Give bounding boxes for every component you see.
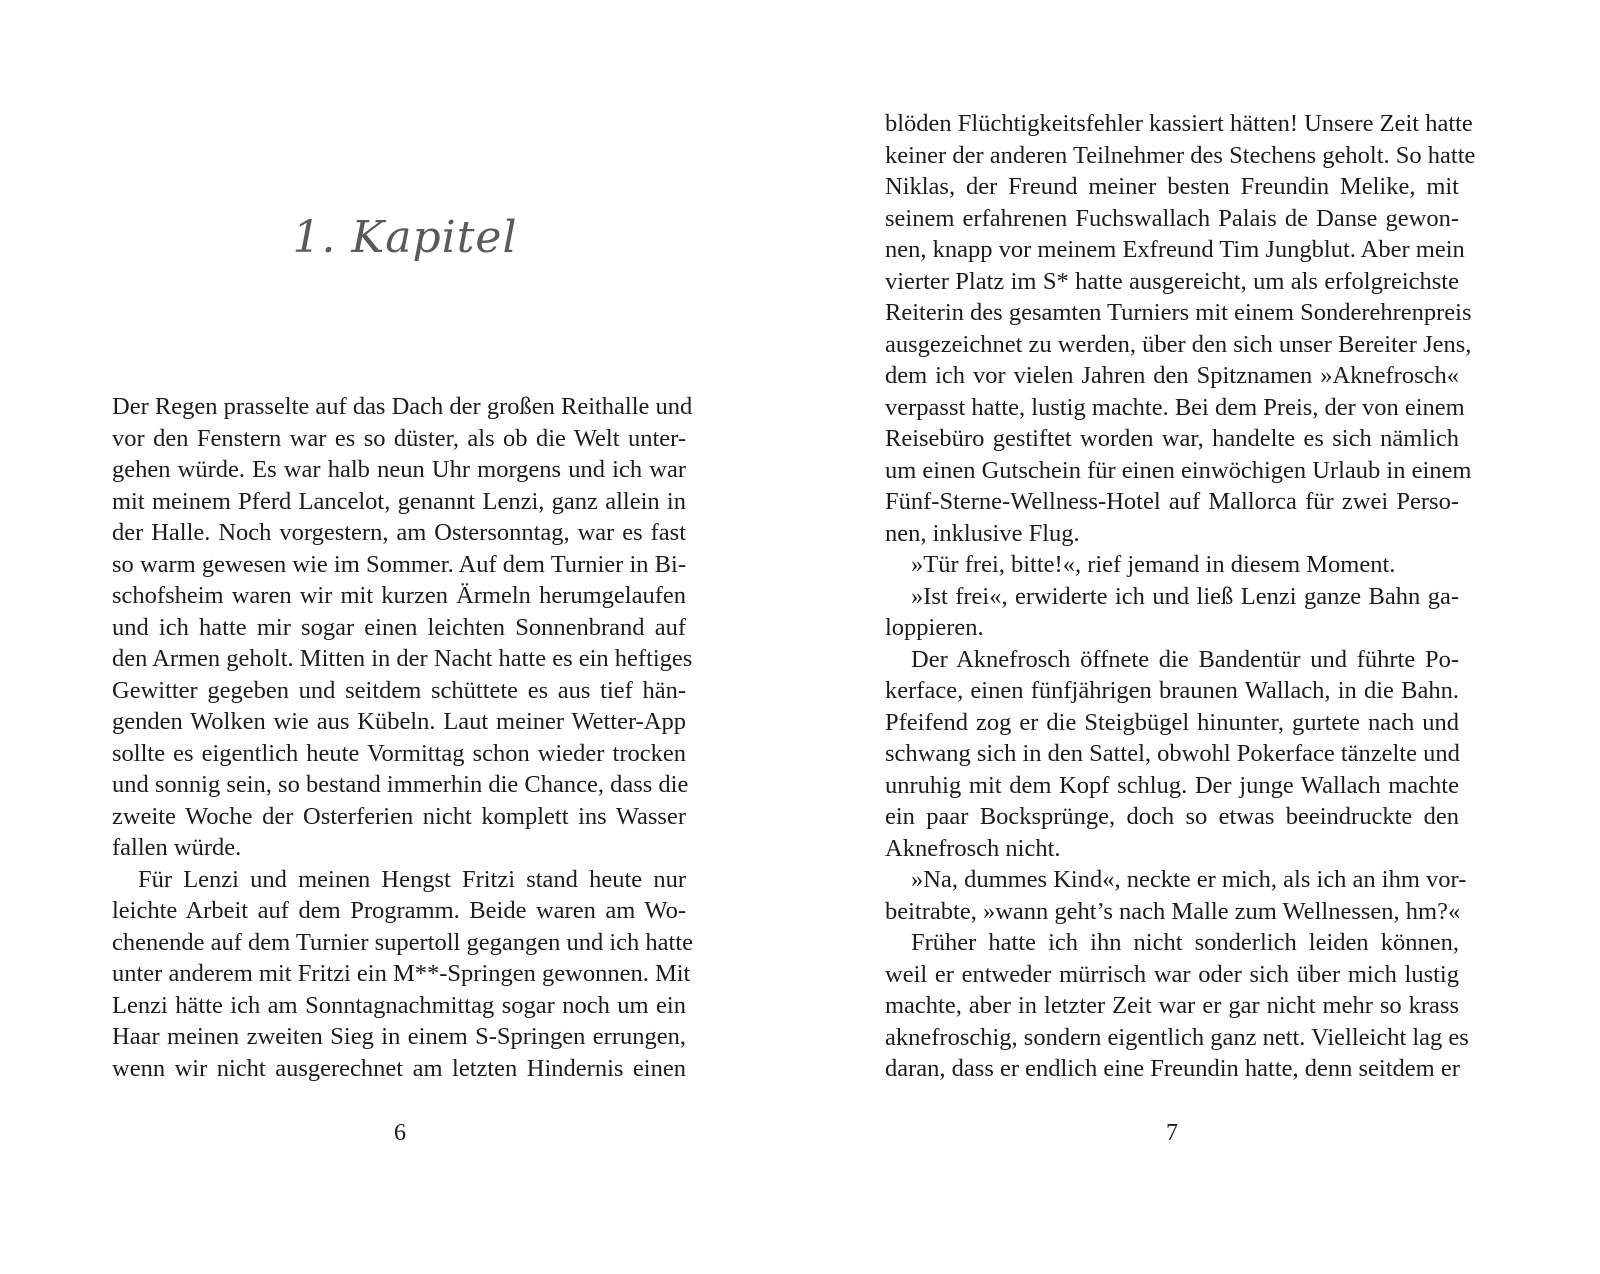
right-page <box>800 0 1600 1274</box>
text-line: nen, inklusive Flug. <box>885 519 1080 547</box>
text-line: weil er entweder mürrisch war oder sich über mich lustig <box>885 960 1459 988</box>
text-line: Der Aknefrosch öffnete die Bandentür und führte Po- <box>911 645 1459 673</box>
text-line: Lenzi hätte ich am Sonntagnachmittag sogar noch um ein <box>112 991 686 1019</box>
text-line: genden Wolken wie aus Kübeln. Laut meiner Wetter-App <box>112 708 686 735</box>
text-line: Niklas, der Freund meiner besten Freundin Melike, mit <box>885 173 1459 200</box>
text-line: Haar meinen zweiten Sieg in einem S-Springen errungen, <box>112 1023 686 1050</box>
text-line: unruhig mit dem Kopf schlug. Der junge Wallach machte <box>885 771 1459 799</box>
text-line: Für Lenzi und meinen Hengst Fritzi stand heute nur <box>138 865 686 893</box>
text-line: seinem erfahrenen Fuchswallach Palais de Danse gewon- <box>885 204 1459 232</box>
text-line: nen, knapp vor meinem Exfreund Tim Jungblut. Aber mein <box>885 236 1465 263</box>
text-line: beitrabte, »wann geht’s nach Malle zum Wellnessen, hm?« <box>885 897 1461 925</box>
text-line: »Ist frei«, erwiderte ich und ließ Lenzi ganze Bahn ga- <box>911 582 1459 610</box>
text-line: Früher hatte ich ihn nicht sonderlich leiden können, <box>911 929 1459 956</box>
text-line: wenn wir nicht ausgerechnet am letzten Hindernis einen <box>112 1054 686 1082</box>
text-line: »Na, dummes Kind«, neckte er mich, als ich an ihm vor- <box>911 866 1467 893</box>
text-line: unter anderem mit Fritzi ein M**-Springen gewonnen. Mit <box>112 960 691 987</box>
text-line: schofsheim waren wir mit kurzen Ärmeln herumgelaufen <box>112 582 686 609</box>
text-line: der Halle. Noch vorgestern, am Ostersonntag, war es fast <box>112 519 686 546</box>
text-line: verpasst hatte, lustig machte. Bei dem Preis, der von einem <box>885 393 1465 421</box>
text-line: ein paar Bocksprünge, doch so etwas beeindruckte den <box>885 803 1459 830</box>
text-line: den Armen geholt. Mitten in der Nacht hatte es ein heftiges <box>112 645 693 672</box>
text-line: und sonnig sein, so bestand immerhin die Chance, dass die <box>112 771 689 798</box>
text-line: ausgezeichnet zu werden, über den sich unser Bereiter Jens, <box>885 330 1472 358</box>
text-line: schwang sich in den Sattel, obwohl Pokerface tänzelte und <box>885 740 1460 767</box>
text-line: loppieren. <box>885 614 984 641</box>
left-page-text <box>112 391 694 1084</box>
text-line: kerface, einen fünfjährigen braunen Wallach, in die Bahn. <box>885 677 1459 704</box>
page-number: 7 <box>1166 1120 1178 1146</box>
text-line: so warm gewesen wie im Sommer. Auf dem Turnier in Bi- <box>112 550 686 578</box>
text-line: mit meinem Pferd Lancelot, genannt Lenzi, ganz allein in <box>112 487 686 515</box>
text-line: zweite Woche der Osterferien nicht komplett ins Wasser <box>112 802 686 830</box>
text-line: dem ich vor vielen Jahren den Spitznamen »Aknefrosch« <box>885 362 1459 389</box>
right-page-text <box>885 108 1476 1085</box>
text-line: und ich hatte mir sogar einen leichten Sonnenbrand auf <box>112 613 686 641</box>
text-line: sollte es eigentlich heute Vormittag schon wieder trocken <box>112 739 686 767</box>
text-line: vor den Fenstern war es so düster, als ob die Welt unter- <box>112 424 686 452</box>
text-line: Pfeifend zog er die Steigbügel hinunter, gurtete nach und <box>885 708 1459 736</box>
text-line: leichte Arbeit auf dem Programm. Beide waren am Wo- <box>112 897 686 924</box>
text-line: Aknefrosch nicht. <box>885 834 1061 862</box>
text-line: »Tür frei, bitte!«, rief jemand in diesem Moment. <box>911 551 1396 578</box>
page-number: 6 <box>394 1120 406 1146</box>
chapter-title: 1. Kapitel <box>292 212 518 263</box>
text-line: Gewitter gegeben und seitdem schüttete es aus tief hän- <box>112 676 686 704</box>
text-line: daran, dass er endlich eine Freundin hatte, denn seitdem er <box>885 1055 1460 1082</box>
text-line: Fünf-Sterne-Wellness-Hotel auf Mallorca für zwei Perso- <box>885 488 1459 515</box>
text-line: keiner der anderen Teilnehmer des Stechens geholt. So hatte <box>885 141 1476 169</box>
text-line: Der Regen prasselte auf das Dach der großen Reithalle und <box>112 393 693 420</box>
text-line: machte, aber in letzter Zeit war er gar nicht mehr so krass <box>885 992 1459 1019</box>
text-line: vierter Platz im S* hatte ausgereicht, um als erfolgreichste <box>885 267 1459 295</box>
text-line: um einen Gutschein für einen einwöchigen Urlaub in einem <box>885 456 1472 484</box>
text-line: Reiterin des gesamten Turniers mit einem Sonderehrenpreis <box>885 299 1472 326</box>
text-line: aknefroschig, sondern eigentlich ganz nett. Vielleicht lag es <box>885 1023 1469 1051</box>
text-line: blöden Flüchtigkeitsfehler kassiert hätten! Unsere Zeit hatte <box>885 110 1473 137</box>
text-line: gehen würde. Es war halb neun Uhr morgens und ich war <box>112 456 686 483</box>
text-line: Reisebüro gestiftet worden war, handelte es sich nämlich <box>885 425 1459 452</box>
text-line: fallen würde. <box>112 834 242 861</box>
text-line: chenende auf dem Turnier supertoll gegangen und ich hatte <box>112 928 694 956</box>
